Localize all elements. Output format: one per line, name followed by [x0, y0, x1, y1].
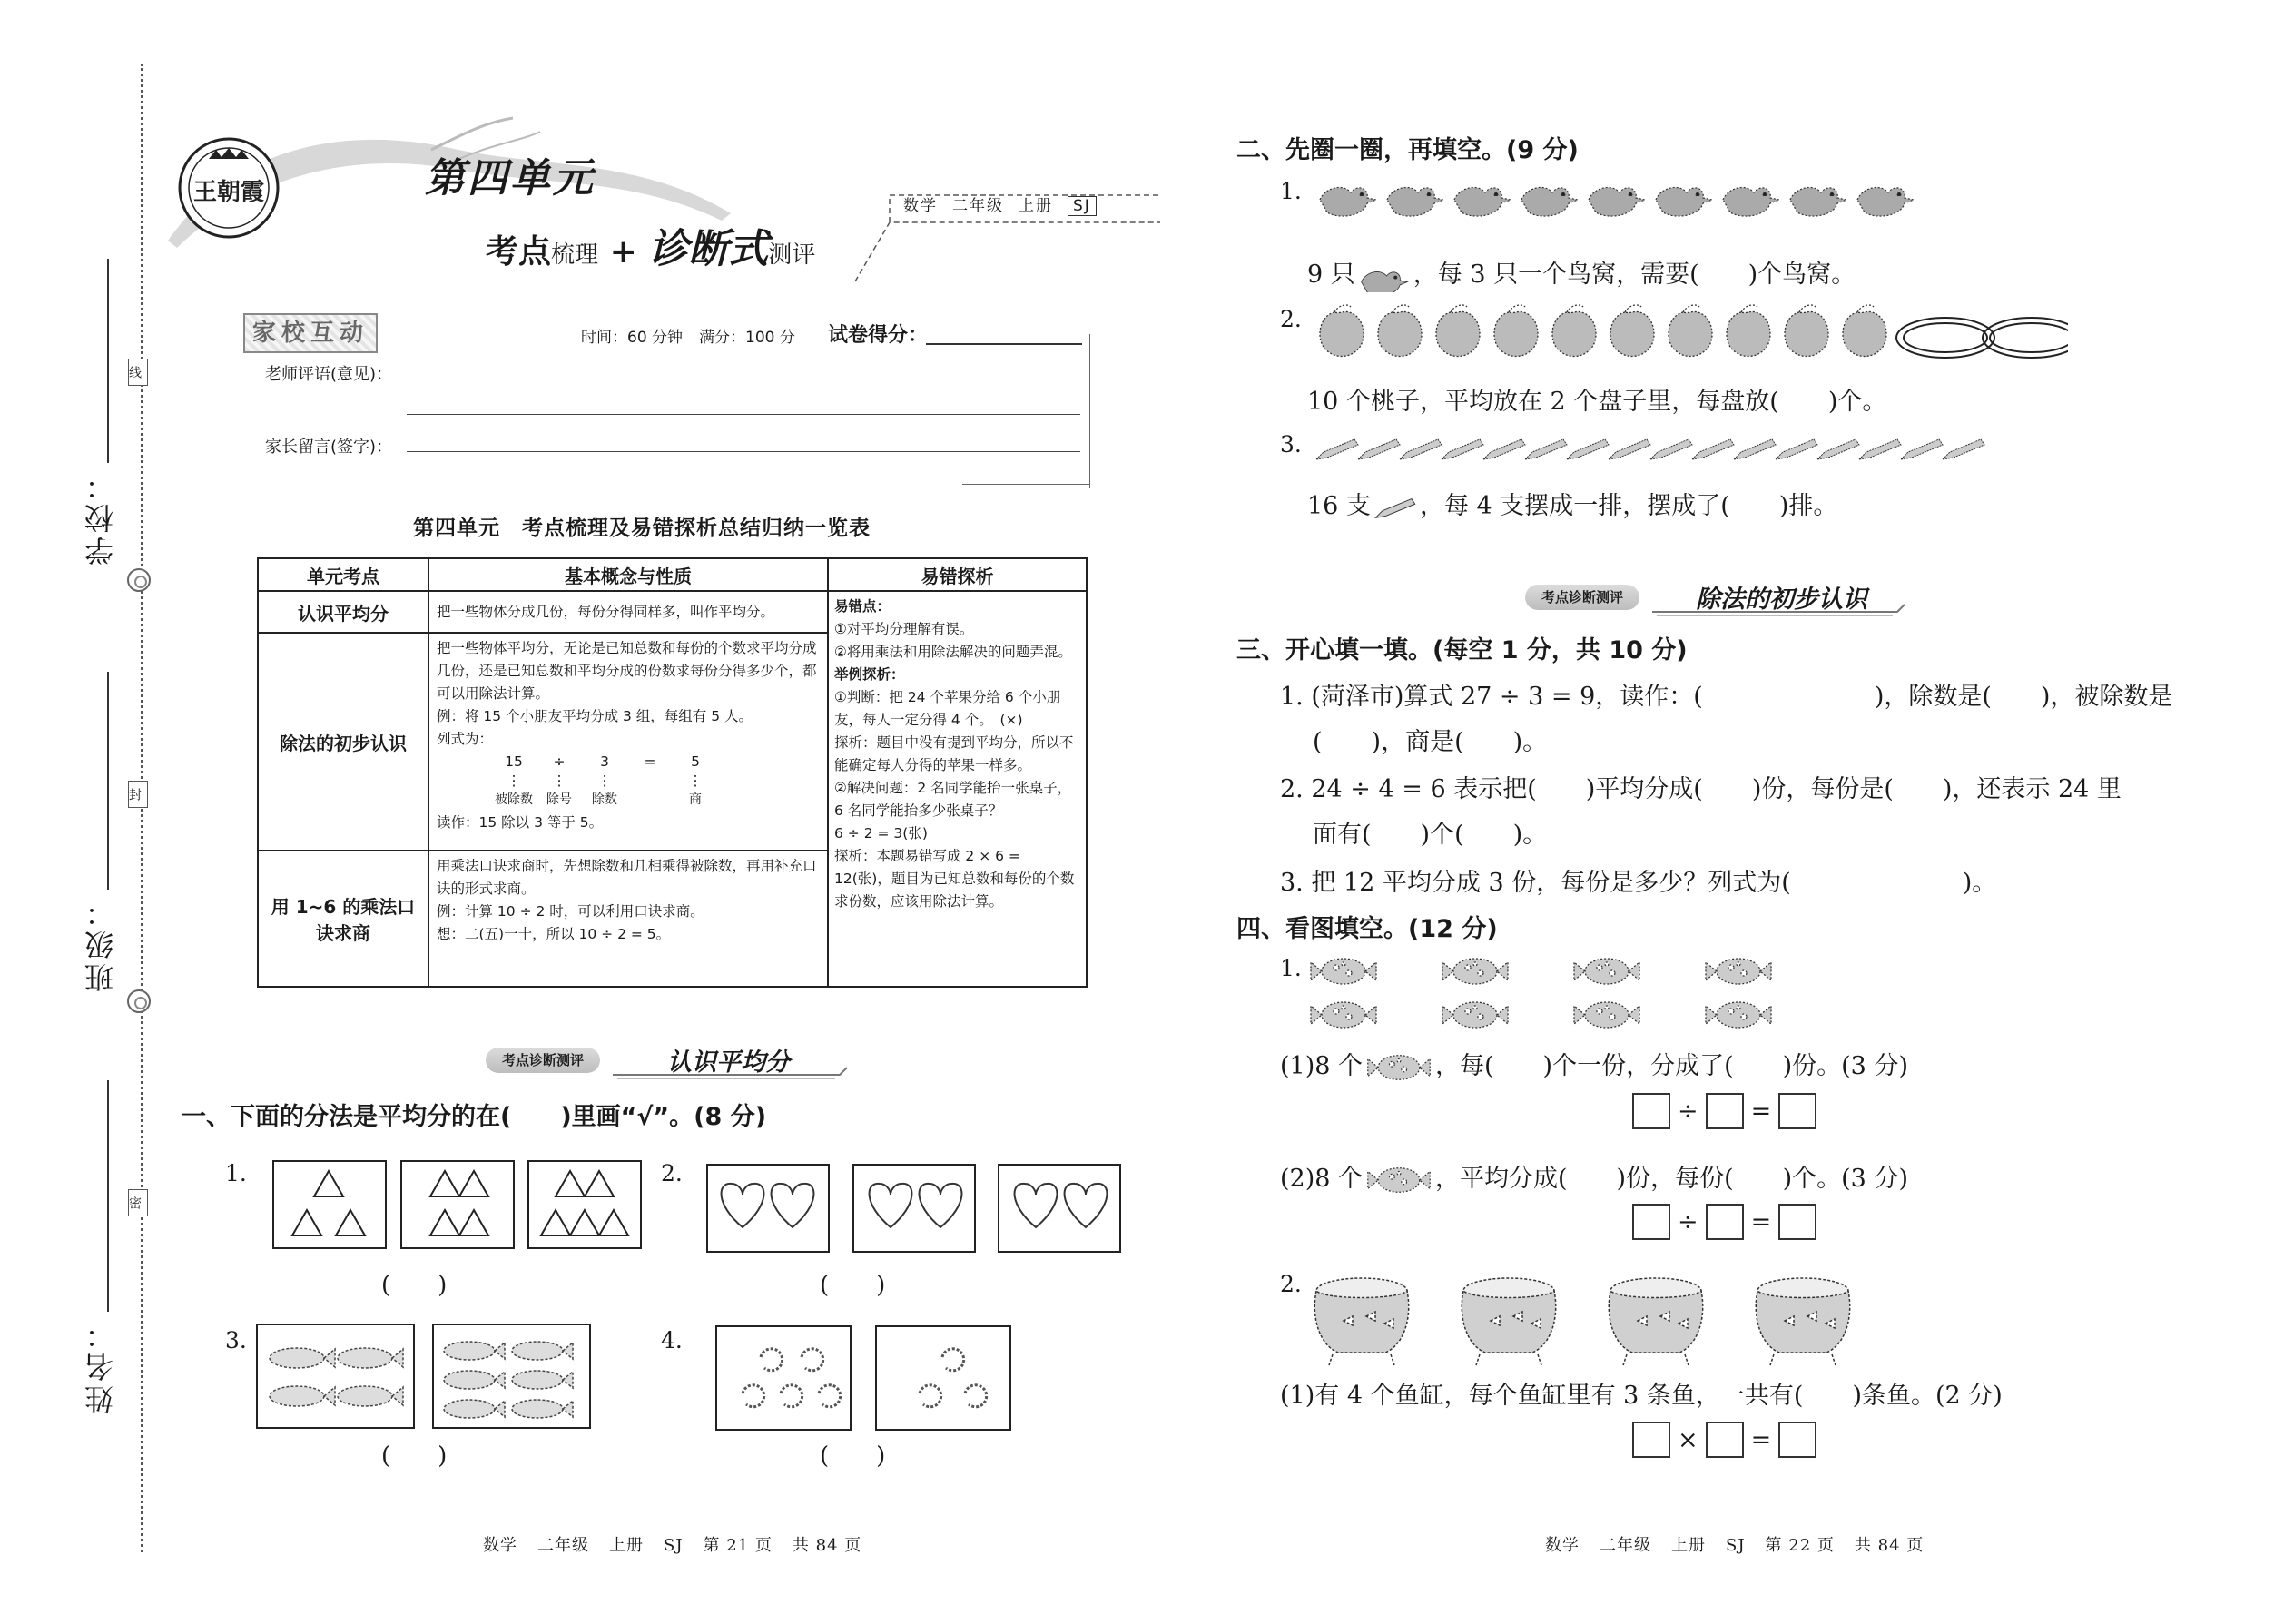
section-banner	[486, 1042, 849, 1078]
table-title: 第四单元 考点梳理及易错探析总结归纳一览表	[413, 517, 871, 540]
section-2-title: 二、先圈一圈，再填空。(9 分)	[1236, 136, 1579, 164]
table-header-row	[258, 558, 1087, 591]
answer-box[interactable]	[1778, 1204, 1816, 1240]
question-text: 面有( )个( )。	[1313, 821, 1548, 849]
score-label: 试卷得分：	[828, 324, 929, 347]
topic-cell: 认识平均分	[258, 591, 428, 633]
section-1-title: 一、下面的分法是平均分的在( )里画“√”。(8 分)	[182, 1103, 767, 1131]
frame-line	[962, 484, 1089, 485]
punch-hole	[127, 989, 151, 1013]
question-text: 16 支 ，每 4 支摆成一排，摆成了( )排。	[1307, 486, 1837, 523]
question-number: 2.	[1280, 1271, 1302, 1297]
binding-strip	[0, 0, 154, 1624]
table-header: 易错探析	[828, 558, 1087, 591]
class-field-label: 班级：	[84, 894, 118, 992]
bird-icon	[1355, 260, 1413, 292]
answer-blank[interactable]: ( )	[381, 1442, 448, 1470]
division-equation: ÷ =	[1632, 1204, 1816, 1240]
answer-box[interactable]	[1706, 1093, 1744, 1129]
seal-tag: 密	[128, 1189, 148, 1216]
pencil-icon	[1371, 492, 1420, 523]
cut-line	[141, 64, 143, 1552]
seal-tag: 封	[128, 781, 148, 808]
question-number: 2.	[661, 1160, 683, 1186]
answer-blank[interactable]: ( )	[381, 1272, 448, 1299]
page-footer-left: 数学 二年级 上册 SJ 第 21 页 共 84 页	[483, 1536, 862, 1555]
question-number: 3.	[1280, 431, 1302, 458]
book-meta: 数学 二年级 上册 SJ	[903, 192, 1111, 215]
shrimp-figure	[715, 1325, 1015, 1434]
section-banner	[1525, 579, 1906, 615]
sub-title: 考点梳理 + 诊断式测评	[486, 226, 816, 272]
teacher-comment-field[interactable]	[407, 414, 1080, 415]
question-text: 9 只 ，每 3 只一个鸟窝，需要( )个鸟窝。	[1307, 254, 1856, 292]
question-number: 1.	[1280, 178, 1302, 204]
question-text: (1)有 4 个鱼缸，每个鱼缸里有 3 条鱼，一共有( )条鱼。(2 分)	[1280, 1382, 2003, 1410]
parent-comment-field[interactable]	[407, 451, 1080, 452]
triangles-figure	[272, 1160, 645, 1251]
birds-figure	[1314, 172, 1932, 227]
answer-box[interactable]	[1778, 1422, 1816, 1458]
teacher-comment-label: 老师评语(意见)：	[265, 365, 393, 384]
name-field-label: 姓名：	[84, 1316, 118, 1414]
answer-box[interactable]	[1778, 1093, 1816, 1129]
question-text: 2. 24 ÷ 4 = 6 表示把( )平均分成( )份，每份是( )，还表示 24 里	[1280, 775, 2122, 803]
concept-cell: 把一些物体平均分，无论是已知总数和每份的个数求平均分成几份，还是已知总数和平均分成的份数求每份分得多少个，都可以用除法计算。 例：将 15 个小朋友平均分成 3 组，每组有 5 人。 列式为： 15 ÷ 3 = 5 ⋮ ⋮ ⋮ ⋮ 被除数 除号 除数 商 读作：15 除以 3 等于 5。	[428, 633, 828, 851]
question-text: ( )，商是( )。	[1313, 728, 1548, 756]
logo-text: 王朝霞	[192, 179, 265, 206]
candy-icon	[1363, 1050, 1435, 1085]
question-text: 1. (菏泽市)算式 27 ÷ 3 = 9，读作：( )，除数是( )，被除数是	[1280, 683, 2173, 711]
banner-title: 除法的初步认识	[1696, 586, 1867, 614]
banner-title: 认识平均分	[667, 1048, 790, 1077]
answer-box[interactable]	[1706, 1204, 1744, 1240]
frame-line	[1089, 334, 1090, 488]
table-row	[258, 591, 1087, 633]
hearts-figure	[706, 1164, 1124, 1255]
parent-comment-label: 家长留言(签字)：	[265, 438, 393, 457]
section-3-title: 三、开心填一填。(每空 1 分，共 10 分)	[1236, 636, 1688, 664]
name-field[interactable]	[107, 1080, 109, 1312]
question-number: 1.	[1280, 955, 1302, 981]
score-field[interactable]	[926, 343, 1082, 345]
seal-tag: 线	[128, 359, 148, 386]
answer-blank[interactable]: ( )	[820, 1442, 886, 1470]
answer-box[interactable]	[1632, 1204, 1670, 1240]
topic-cell: 除法的初步认识	[258, 633, 428, 851]
answer-box[interactable]	[1632, 1422, 1670, 1458]
summary-table	[257, 557, 1088, 988]
question-number: 4.	[661, 1327, 683, 1353]
topic-cell: 用 1~6 的乘法口 诀求商	[258, 851, 428, 987]
school-field[interactable]	[107, 259, 109, 463]
concept-cell: 用乘法口诀求商时，先想除数和几相乘得被除数，再用补充口诀的形式求商。 例：计算 10 ÷ 2 时，可以利用口诀求商。 想：二(五)一十，所以 10 ÷ 2 = 5。	[428, 851, 828, 987]
question-number: 3.	[225, 1327, 247, 1353]
class-field[interactable]	[107, 672, 109, 890]
home-school-badge: 家校互动	[243, 313, 378, 353]
answer-box[interactable]	[1706, 1422, 1744, 1458]
concept-cell: 把一些物体分成几份，每份分得同样多，叫作平均分。	[428, 591, 828, 633]
question-text: (2)8 个 ，平均分成( )份，每份( )个。(3 分)	[1280, 1158, 1908, 1197]
section-4-title: 四、看图填空。(12 分)	[1236, 915, 1498, 943]
banner-pill: 考点诊断测评	[1525, 585, 1639, 610]
answer-blank[interactable]: ( )	[820, 1272, 886, 1299]
punch-hole	[127, 568, 151, 592]
question-number: 1.	[225, 1160, 247, 1186]
banner-pill: 考点诊断测评	[486, 1048, 600, 1073]
question-number: 2.	[1280, 306, 1302, 332]
multiplication-equation: × =	[1632, 1422, 1816, 1458]
table-header: 单元考点	[258, 558, 428, 591]
fish-tanks-figure	[1307, 1271, 1870, 1371]
answer-box[interactable]	[1632, 1093, 1670, 1129]
candies-figure	[1307, 953, 1779, 1035]
school-field-label: 学校：	[84, 468, 118, 566]
publisher-logo	[177, 136, 281, 241]
question-text: (1)8 个 ，每( )个一份，分成了( )份。(3 分)	[1280, 1046, 1908, 1085]
table-header: 基本概念与性质	[428, 558, 828, 591]
division-equation: ÷ =	[1632, 1093, 1816, 1129]
candy-icon	[1363, 1163, 1435, 1197]
page-footer-right: 数学 二年级 上册 SJ 第 22 页 共 84 页	[1545, 1536, 1925, 1555]
error-analysis-cell: 易错点： ①对平均分理解有误。 ②将用乘法和用除法解决的问题弄混。 举例探析： ①判断：把 24 个苹果分给 6 个小朋友，每人一定分得 4 个。 (×) 探析：题目中没有提到平均分，所以不能确定每人分得的苹果一样多。 ②解决问题：2 名同学能抬一张桌子，6 名同学能抬多少张桌子？ 6 ÷ 2 = 3(张) 探析：本题易错写成 2 × 6 = 12(张)，题目为已知总数和每份的个数求份数，应该用除法计算。	[828, 591, 1087, 987]
exam-info: 时间：60 分钟 满分：100 分	[581, 329, 795, 347]
pencils-figure	[1314, 432, 2013, 468]
peaches-figure	[1314, 301, 2068, 374]
fish-figure	[256, 1324, 596, 1432]
question-text: 3. 把 12 平均分成 3 份，每份是多少？列式为( )。	[1280, 869, 1997, 897]
question-text: 10 个桃子，平均放在 2 个盘子里，每盘放( )个。	[1307, 388, 1887, 416]
unit-title: 第四单元	[425, 155, 596, 202]
